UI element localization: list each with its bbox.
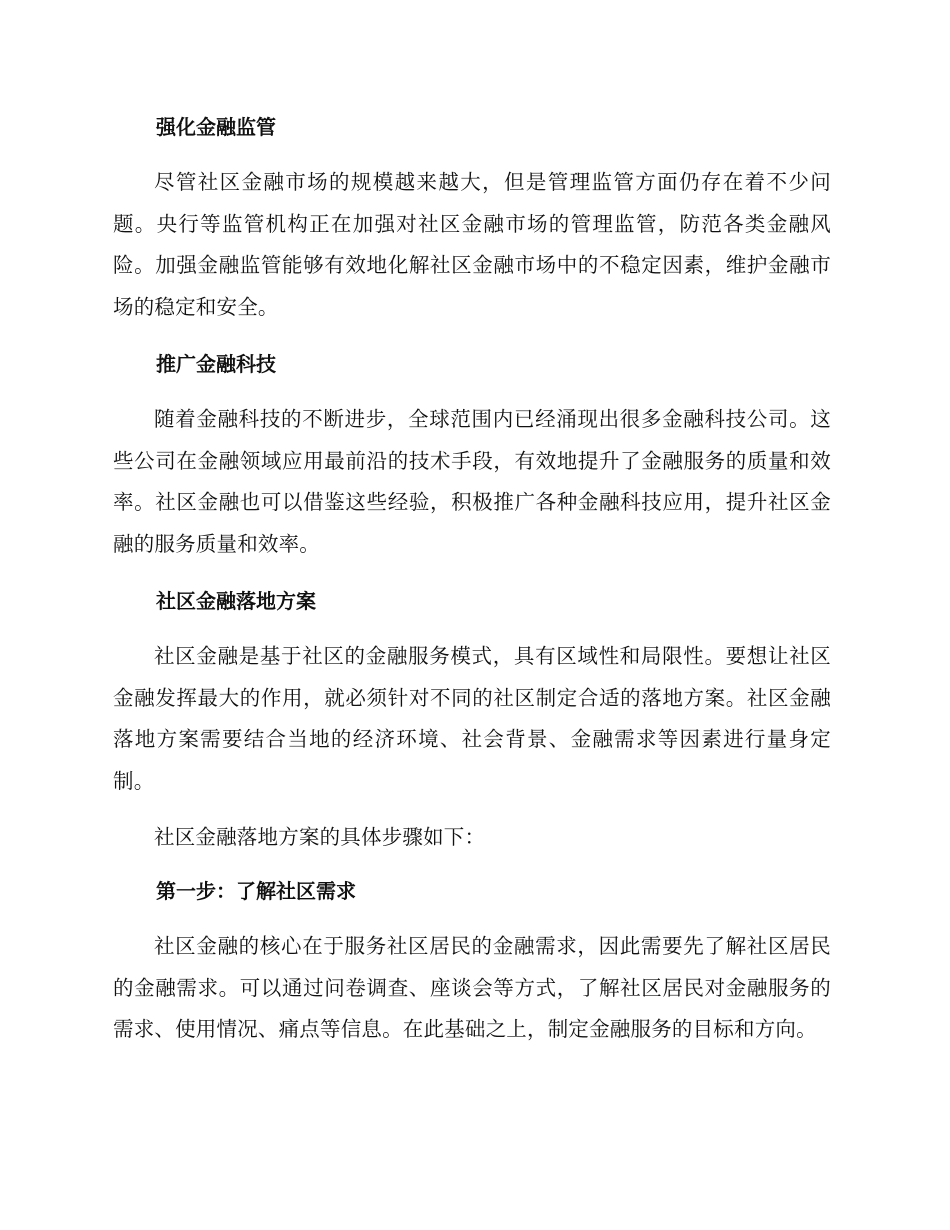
paragraph-fintech: 随着金融科技的不断进步，全球范围内已经涌现出很多金融科技公司。这些公司在金融领域应用最前沿的技术手段，有效地提升了金融服务的质量和效率。社区金融也可以借鉴这些经验，积极推广各种金融科技应用，提升社区金融的服务质量和效率。 xyxy=(113,407,831,556)
section-heading-regulation: 强化金融监管 xyxy=(156,115,276,139)
paragraph-step-one: 社区金融的核心在于服务社区居民的金融需求，因此需要先了解社区居民的金融需求。可以通过问卷调查、座谈会等方式，了解社区居民对金融服务的需求、使用情况、痛点等信息。在此基础之上，制定金融服务的目标和方向。 xyxy=(113,934,831,1041)
paragraph-landing-steps-intro: 社区金融落地方案的具体步骤如下： xyxy=(154,825,486,849)
section-heading-step-one: 第一步：了解社区需求 xyxy=(156,879,356,903)
paragraph-landing-plan: 社区金融是基于社区的金融服务模式，具有区域性和局限性。要想让社区金融发挥最大的作用，就必须针对不同的社区制定合适的落地方案。社区金融落地方案需要结合当地的经济环境、社会背景、金融需求等因素进行量身定制。 xyxy=(113,644,831,793)
paragraph-regulation: 尽管社区金融市场的规模越来越大，但是管理监管方面仍存在着不少问题。央行等监管机构正在加强对社区金融市场的管理监管，防范各类金融风险。加强金融监管能够有效地化解社区金融市场中的不稳定因素，维护金融市场的稳定和安全。 xyxy=(113,170,831,319)
section-heading-landing-plan: 社区金融落地方案 xyxy=(156,589,316,613)
section-heading-fintech: 推广金融科技 xyxy=(156,352,276,376)
